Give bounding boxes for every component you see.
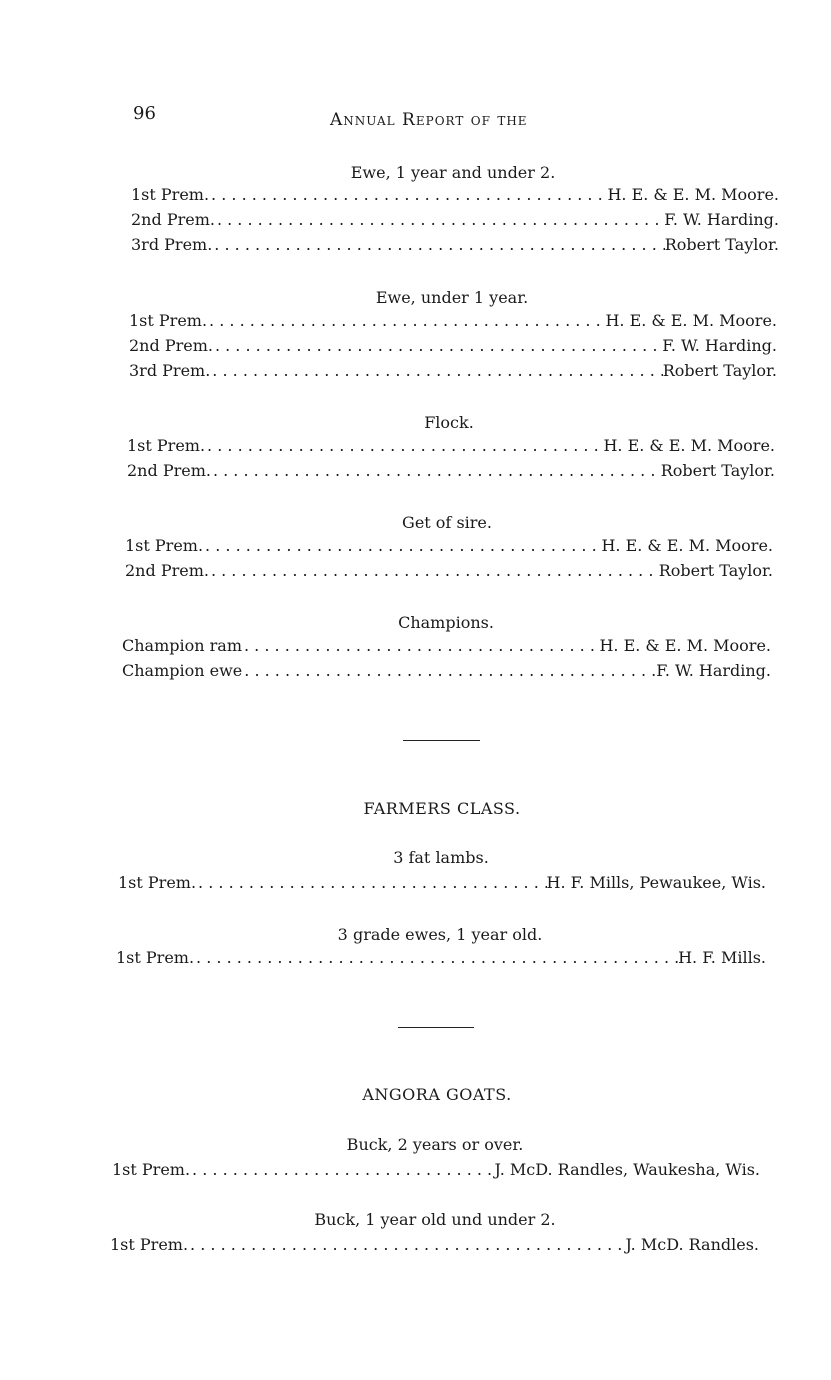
group-heading: 3 fat lambs.: [393, 848, 489, 867]
winner-name: H. E. & E. M. Moore.: [603, 436, 775, 455]
place-label: 3rd Prem.: [129, 361, 211, 380]
premium-entry: [127, 433, 775, 458]
place-label: 2nd Prem.: [131, 210, 215, 229]
premium-entry: [131, 207, 779, 232]
premium-list: [118, 870, 766, 895]
group-heading: Buck, 2 years or over.: [346, 1135, 524, 1154]
dot-leader: [242, 658, 656, 683]
winner-name: H. E. & E. M. Moore.: [605, 311, 777, 330]
winner-name: J. McD. Randles, Waukesha, Wis.: [494, 1160, 760, 1179]
section-divider: [403, 740, 480, 741]
dot-leader: [196, 870, 546, 895]
group-heading: Ewe, 1 year and under 2.: [350, 163, 556, 182]
place-label: 1st Prem.: [129, 311, 208, 330]
section-title: FARMERS CLASS.: [363, 799, 521, 818]
group-heading: Ewe, under 1 year.: [375, 288, 529, 307]
dot-leader: [190, 1157, 495, 1182]
place-label: 1st Prem.: [110, 1235, 189, 1254]
premium-list: [122, 633, 771, 683]
dot-leader: [209, 558, 659, 583]
group-heading: Get of sire.: [402, 513, 492, 532]
dot-leader: [188, 1232, 625, 1257]
group-heading: 3 grade ewes, 1 year old.: [337, 925, 543, 944]
premium-entry: [122, 658, 771, 683]
place-label: 1st Prem.: [127, 436, 206, 455]
place-label: 1st Prem.: [131, 185, 210, 204]
premium-entry: [118, 870, 766, 895]
section-divider: [398, 1027, 474, 1028]
premium-list: [131, 182, 779, 257]
dot-leader: [212, 232, 664, 257]
dot-leader: [205, 433, 603, 458]
group-heading: Buck, 1 year old und under 2.: [314, 1210, 556, 1229]
dot-leader: [242, 633, 599, 658]
winner-name: J. McD. Randles.: [625, 1235, 759, 1254]
group-heading: Champions.: [398, 613, 494, 632]
premium-entry: [127, 458, 775, 483]
place-label: Champion ewe: [122, 661, 243, 680]
premium-entry: [129, 358, 777, 383]
place-label: 2nd Prem.: [129, 336, 213, 355]
premium-entry: [129, 308, 777, 333]
winner-name: Robert Taylor.: [660, 461, 775, 480]
dot-leader: [213, 333, 662, 358]
premium-list: [125, 533, 773, 583]
premium-entry: [131, 232, 779, 257]
premium-entry: [122, 633, 771, 658]
running-head: Annual Report of the: [330, 110, 528, 130]
winner-name: H. E. & E. M. Moore.: [599, 636, 771, 655]
winner-name: H. E. & E. M. Moore.: [607, 185, 779, 204]
section-title: ANGORA GOATS.: [362, 1085, 512, 1104]
premium-entry: [129, 333, 777, 358]
place-label: 1st Prem.: [112, 1160, 191, 1179]
winner-name: F. W. Harding.: [656, 661, 771, 680]
place-label: Champion ram: [122, 636, 242, 655]
winner-name: H. F. Mills, Pewaukee, Wis.: [546, 873, 766, 892]
page-number: 96: [133, 103, 156, 124]
winner-name: F. W. Harding.: [662, 336, 777, 355]
dot-leader: [207, 308, 605, 333]
winner-name: Robert Taylor.: [664, 235, 779, 254]
dot-leader: [203, 533, 601, 558]
group-heading: Flock.: [424, 413, 474, 432]
premium-entry: [110, 1232, 759, 1257]
winner-name: Robert Taylor.: [662, 361, 777, 380]
premium-list: [112, 1157, 760, 1182]
dot-leader: [194, 945, 678, 970]
place-label: 1st Prem.: [125, 536, 204, 555]
premium-entry: [116, 945, 766, 970]
winner-name: Robert Taylor.: [658, 561, 773, 580]
premium-entry: [131, 182, 779, 207]
premium-entry: [125, 558, 773, 583]
place-label: 2nd Prem.: [127, 461, 211, 480]
place-label: 3rd Prem.: [131, 235, 213, 254]
premium-list: [129, 308, 777, 383]
premium-entry: [125, 533, 773, 558]
dot-leader: [209, 182, 607, 207]
place-label: 2nd Prem.: [125, 561, 209, 580]
dot-leader: [210, 358, 662, 383]
place-label: 1st Prem.: [116, 948, 195, 967]
winner-name: H. F. Mills.: [678, 948, 766, 967]
premium-list: [127, 433, 775, 483]
dot-leader: [211, 458, 661, 483]
premium-list: [110, 1232, 759, 1257]
premium-entry: [112, 1157, 760, 1182]
dot-leader: [215, 207, 664, 232]
premium-list: [116, 945, 766, 970]
winner-name: H. E. & E. M. Moore.: [601, 536, 773, 555]
winner-name: F. W. Harding.: [664, 210, 779, 229]
place-label: 1st Prem.: [118, 873, 197, 892]
